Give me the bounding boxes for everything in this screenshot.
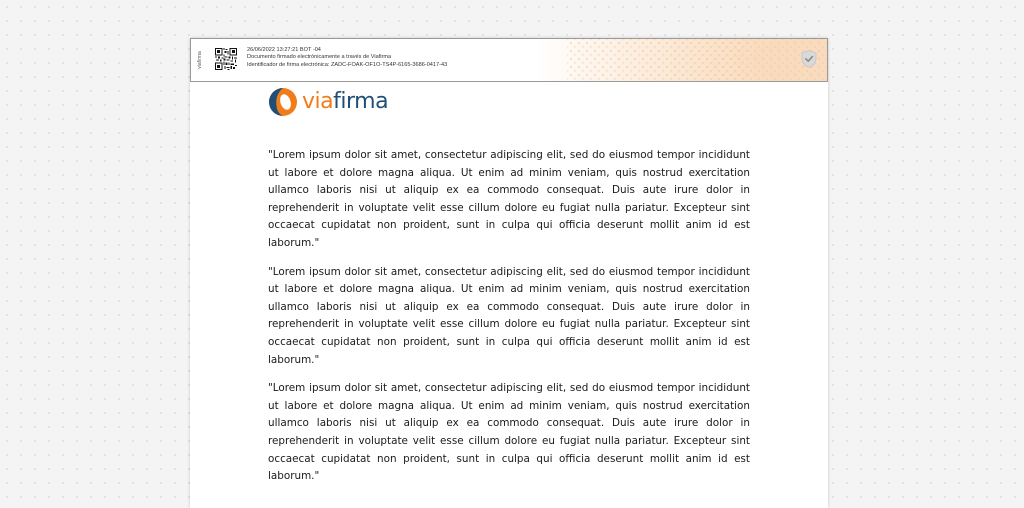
shield-check-icon [801,50,817,68]
logo-wordmark [302,87,388,117]
signature-banner [190,38,828,82]
banner-pattern [567,39,827,81]
company-logo [268,87,388,117]
document-body [268,147,750,497]
signature-timestamp: 26/06/2022 13:27:21 BOT -04 [247,47,321,53]
document-page [190,38,828,508]
banner-brand [195,43,205,77]
qr-code-icon[interactable] [215,48,237,70]
viafirma-logo-icon [268,87,298,117]
logo-wordmark-accent: via [302,89,334,114]
body-paragraph: "Lorem ipsum dolor sit amet, consectetur adipiscing elit, sed do eiusmod tempor incididunt ut labore et dolore magna aliqua. Ut enim ad minim veniam, quis nostrud exercitation ullamco laboris nisi ut aliquip ex ea commodo consequat. Duis aute irure dolor in reprehenderit in voluptate velit esse cillum dolore eu fugiat nulla pariatur. Excepteur sint occaecat cupidatat non proident, sunt in culpa qui officia deserunt mollit anim id est laborum." [268,149,750,249]
signature-signed-text: Documento firmado electrónicamente a través de Viafirma [247,54,392,61]
body-paragraph: "Lorem ipsum dolor sit amet, consectetur adipiscing elit, sed do eiusmod tempor incididunt ut labore et dolore magna aliqua. Ut enim ad minim veniam, quis nostrud exercitation ullamco laboris nisi ut aliquip ex ea commodo consequat. Duis aute irure dolor in reprehenderit in voluptate velit esse cillum dolore eu fugiat nulla pariatur. Excepteur sint occaecat cupidatat non proident, sunt in culpa qui officia deserunt mollit anim id est laborum." [268,382,750,483]
banner-brand-text: viafirma [197,51,204,69]
signature-identifier: Identificador de firma electrónica: ZADC-FOAK-OF1O-TS4P-6165-3686-0417-43 [247,61,448,68]
signature-text [247,47,447,69]
body-paragraph: "Lorem ipsum dolor sit amet, consectetur adipiscing elit, sed do eiusmod tempor incididunt ut labore et dolore magna aliqua. Ut enim ad minim veniam, quis nostrud exercitation ullamco laboris nisi ut aliquip ex ea commodo consequat. Duis aute irure dolor in reprehenderit in voluptate velit esse cillum dolore eu fugiat nulla pariatur. Excepteur sint occaecat cupidatat non proident, sunt in culpa qui officia deserunt mollit anim id est laborum." [268,265,750,366]
logo-wordmark-main: firma [333,89,389,114]
